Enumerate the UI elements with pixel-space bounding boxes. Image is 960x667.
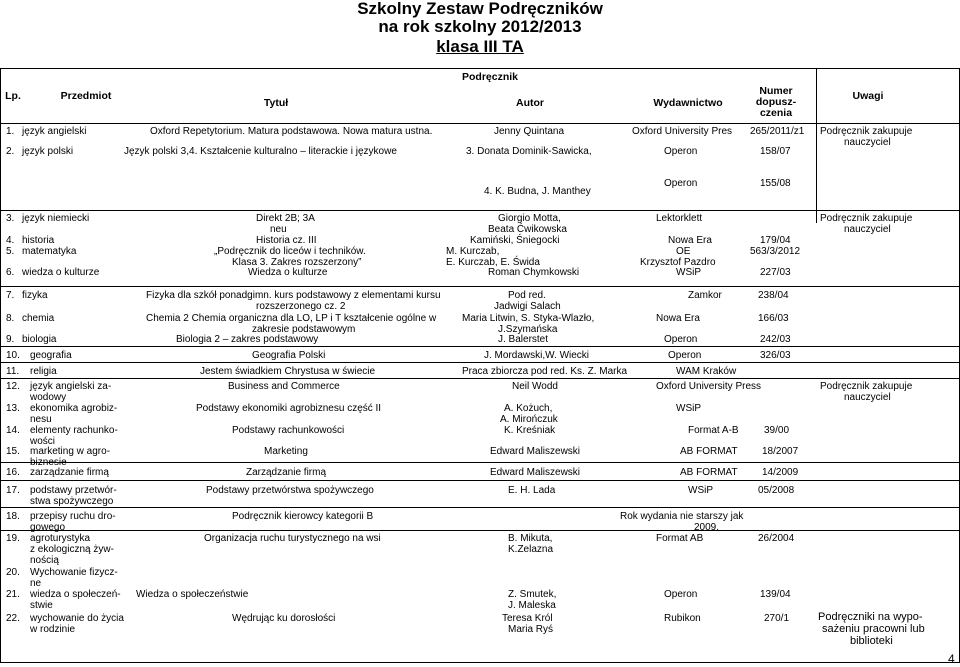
row-przedmiot: przepisy ruchu dro-: [30, 511, 116, 522]
header-autor: Autor: [516, 97, 544, 109]
row-lp: 8.: [6, 313, 15, 324]
rule: [0, 362, 960, 363]
row-lp: 13.: [6, 403, 20, 414]
row-wydawnictwo: Nowa Era: [668, 235, 712, 246]
row-przedmiot: nością: [30, 555, 59, 566]
rule: [0, 68, 1, 663]
row-przedmiot: ekonomika agrobiz-: [30, 403, 118, 414]
rule: [0, 662, 960, 663]
row-przedmiot: gowego: [30, 522, 66, 533]
row-lp: 19.: [6, 533, 20, 544]
row-wydawnictwo: Rok wydania nie starszy jak: [620, 511, 744, 522]
row-wydawnictwo: WSiP: [676, 267, 701, 278]
row-wydawnictwo: Operon: [664, 334, 698, 345]
row-autor: Kamiński, Śniegocki: [470, 235, 560, 246]
row-uwagi: nauczyciel: [844, 224, 891, 235]
row-autor: K. Kreśniak: [504, 425, 556, 436]
row-wydawnictwo: AB FORMAT: [680, 446, 738, 457]
row-tytul: Direkt 2B; 3A: [256, 213, 315, 224]
row-autor: Jenny Quintana: [494, 126, 565, 137]
row-numer: 270/1: [764, 613, 790, 624]
row-przedmiot: stwie: [30, 600, 53, 611]
row-wydawnictwo: Format A-B: [688, 425, 739, 436]
row-autor: A. Mirończuk: [500, 414, 558, 425]
rule: [0, 378, 960, 379]
row-przedmiot: wodowy: [30, 392, 67, 403]
row-przedmiot: podstawy przetwór-: [30, 485, 117, 496]
row-przedmiot: nesu: [30, 414, 52, 425]
row-autor: J.Szymańska: [498, 324, 558, 335]
row-przedmiot: agroturystyka: [30, 533, 91, 544]
row-tytul: Wiedza o kulturze: [248, 267, 328, 278]
row-autor: 4. K. Budna, J. Manthey: [484, 186, 591, 197]
row-tytul: Podręcznik kierowcy kategorii B: [232, 511, 374, 522]
row-numer: 155/08: [760, 178, 791, 189]
row-przedmiot: z ekologiczną żyw-: [30, 544, 114, 555]
row-tytul: Język polski 3,4. Kształcenie kulturalno – literackie i językowe: [124, 146, 397, 157]
row-numer: 14/2009: [762, 467, 799, 478]
row-lp: 22.: [6, 613, 20, 624]
row-autor: Edward Maliszewski: [490, 446, 581, 457]
row-numer: 238/04: [758, 290, 789, 301]
row-lp: 7.: [6, 290, 15, 301]
row-przedmiot: język angielski: [22, 126, 87, 137]
row-uwagi: Podręcznik zakupuje: [820, 213, 913, 224]
row-tytul: Oxford Repetytorium. Matura podstawowa. Nowa matura ustna.: [150, 126, 433, 137]
row-przedmiot: w rodzinie: [30, 624, 76, 635]
row-lp: 14.: [6, 425, 20, 436]
row-autor: Pod red.: [508, 290, 546, 301]
row-wydawnictwo: Oxford University Pres: [632, 126, 733, 137]
row-lp: 4.: [6, 235, 15, 246]
header-uwagi: Uwagi: [852, 90, 884, 102]
row-numer: 39/00: [764, 425, 790, 436]
row-tytul: Chemia 2 Chemia organiczna dla LO, LP i T kształcenie ogólne w: [146, 313, 437, 324]
row-autor: Beata Ćwikowska: [488, 224, 567, 235]
rule: [816, 68, 817, 223]
row-numer: 05/2008: [758, 485, 795, 496]
row-uwagi: nauczyciel: [844, 137, 891, 148]
row-autor: Teresa Król: [502, 613, 553, 624]
row-przedmiot: wiedza o kulturze: [22, 267, 100, 278]
row-tytul: Organizacja ruchu turystycznego na wsi: [204, 533, 381, 544]
row-lp: 10.: [6, 350, 20, 361]
row-przedmiot: język polski: [22, 146, 74, 157]
row-wydawnictwo: WSiP: [676, 403, 701, 414]
row-autor: Roman Chymkowski: [488, 267, 580, 278]
row-przedmiot: ne: [30, 578, 42, 589]
row-uwagi: Podręcznik zakupuje: [820, 126, 913, 137]
header-tytul: Tytuł: [263, 97, 289, 109]
row-wydawnictwo: Lektorklett: [656, 213, 703, 224]
row-autor: J. Maleska: [508, 600, 556, 611]
row-numer: 326/03: [760, 350, 791, 361]
row-przedmiot: biznesie: [30, 457, 67, 468]
row-lp: 18.: [6, 511, 20, 522]
row-numer: 179/04: [760, 235, 791, 246]
row-wydawnictwo: Nowa Era: [656, 313, 700, 324]
doc-class: klasa III TA: [436, 37, 524, 56]
row-wydawnictwo: Format AB: [656, 533, 704, 544]
row-przedmiot: język angielski za-: [30, 381, 112, 392]
row-wydawnictwo: Zamkor: [688, 290, 722, 301]
row-wydawnictwo: Krzysztof Pazdro: [640, 257, 716, 268]
row-tytul: Jestem świadkiem Chrystusa w świecie: [200, 366, 376, 377]
row-lp: 2.: [6, 146, 15, 157]
rule: [0, 346, 960, 347]
row-wydawnictwo: AB FORMAT: [680, 467, 738, 478]
row-tytul: Podstawy przetwórstwa spożywczego: [206, 485, 374, 496]
row-autor: M. Kurczab,: [446, 246, 500, 257]
header-wydawnictwo: Wydawnictwo: [653, 97, 723, 109]
row-lp: 15.: [6, 446, 20, 457]
row-numer: 563/3/2012: [750, 246, 801, 257]
row-wydawnictwo: WSiP: [688, 485, 713, 496]
row-lp: 1.: [6, 126, 15, 137]
row-przedmiot: Wychowanie fizycz-: [30, 567, 118, 578]
row-tytul: Zarządzanie firmą: [246, 467, 327, 478]
row-numer: 242/03: [760, 334, 791, 345]
row-autor: Edward Maliszewski: [490, 467, 581, 478]
row-lp: 17.: [6, 485, 20, 496]
row-lp: 5.: [6, 246, 15, 257]
row-przedmiot: religia: [30, 366, 57, 377]
row-tytul: Biologia 2 – zakres podstawowy: [176, 334, 319, 345]
rule: [0, 530, 960, 531]
row-autor: J. Mordawski,W. Wiecki: [484, 350, 590, 361]
doc-title: Szkolny Zestaw Podręczników: [357, 0, 603, 18]
row-numer: 18/2007: [762, 446, 799, 457]
row-lp: 11.: [6, 366, 20, 377]
row-tytul: Klasa 3. Zakres rozszerzony”: [232, 257, 362, 268]
row-autor: J. Balerstet: [498, 334, 549, 345]
row-przedmiot: wości: [30, 436, 56, 447]
row-przedmiot: wychowanie do życia: [30, 613, 124, 624]
row-numer: 26/2004: [758, 533, 795, 544]
row-autor: Maria Ryś: [508, 624, 554, 635]
row-autor: Neil Wodd: [512, 381, 558, 392]
row-wydawnictwo: Operon: [668, 350, 702, 361]
row-lp: 12.: [6, 381, 20, 392]
row-uwagi: Podręcznik zakupuje: [820, 381, 913, 392]
rule: [0, 462, 960, 463]
row-numer: 139/04: [760, 589, 791, 600]
row-numer: 158/07: [760, 146, 791, 157]
row-uwagi: biblioteki: [850, 635, 893, 647]
header-podrecznik: Podręcznik: [461, 71, 519, 83]
row-autor: 3. Donata Dominik-Sawicka,: [466, 146, 592, 157]
row-uwagi: nauczyciel: [844, 392, 891, 403]
row-wydawnictwo: 2009.: [694, 522, 720, 533]
row-tytul: Wiedza o społeczeństwie: [136, 589, 249, 600]
row-lp: 16.: [6, 467, 20, 478]
rule: [0, 480, 960, 481]
row-autor: B. Mikuta,: [508, 533, 553, 544]
row-wydawnictwo: OE: [676, 246, 691, 257]
row-tytul: „Podręcznik do liceów i techników.: [214, 246, 366, 257]
row-wydawnictwo: Operon: [664, 589, 698, 600]
row-przedmiot: matematyka: [22, 246, 77, 257]
row-lp: 20.: [6, 567, 20, 578]
row-autor: K.Zelazna: [508, 544, 554, 555]
row-przedmiot: zarządzanie firmą: [30, 467, 109, 478]
header-przedmiot: Przedmiot: [60, 90, 112, 102]
row-przedmiot: fizyka: [22, 290, 48, 301]
row-przedmiot: elementy rachunko-: [30, 425, 118, 436]
page-number: 4: [948, 652, 955, 666]
row-tytul: Geografia Polski: [252, 350, 326, 361]
row-przedmiot: biologia: [22, 334, 57, 345]
row-autor: Giorgio Motta,: [498, 213, 561, 224]
rule: [0, 286, 960, 287]
row-uwagi: Podręczniki na wypo-: [818, 611, 923, 623]
row-numer: 227/03: [760, 267, 791, 278]
row-tytul: Business and Commerce: [228, 381, 340, 392]
row-lp: 21.: [6, 589, 20, 600]
row-przedmiot: wiedza o społeczeń-: [30, 589, 121, 600]
row-przedmiot: marketing w agro-: [30, 446, 111, 457]
row-autor: Praca zbiorcza pod red. Ks. Z. Marka: [462, 366, 628, 377]
row-tytul: rozszerzonego cz. 2: [256, 301, 346, 312]
doc-subtitle: na rok szkolny 2012/2013: [378, 17, 582, 36]
row-tytul: Historia cz. III: [256, 235, 317, 246]
row-autor: Z. Smutek,: [508, 589, 557, 600]
row-autor: E. Kurczab, E. Świda: [446, 257, 540, 268]
row-autor: Jadwigi Salach: [494, 301, 561, 312]
row-przedmiot: język niemiecki: [22, 213, 90, 224]
header-lp: Lp.: [5, 90, 21, 102]
row-przedmiot: chemia: [22, 313, 55, 324]
header-numer: Numer dopusz- czenia: [755, 85, 797, 119]
rule: [0, 507, 960, 508]
row-tytul: Marketing: [264, 446, 308, 457]
row-wydawnictwo: Oxford University Press: [656, 381, 762, 392]
row-wydawnictwo: Operon: [664, 178, 698, 189]
row-tytul: Wędrując ku dorosłości: [232, 613, 336, 624]
row-uwagi: sażeniu pracowni lub: [822, 623, 925, 635]
row-przedmiot: geografia: [30, 350, 72, 361]
row-wydawnictwo: Operon: [664, 146, 698, 157]
row-tytul: neu: [270, 224, 287, 235]
row-numer: 265/2011/z1: [750, 126, 805, 137]
row-tytul: zakresie podstawowym: [252, 324, 356, 335]
row-tytul: Podstawy ekonomiki agrobiznesu część II: [196, 403, 382, 414]
row-lp: 3.: [6, 213, 15, 224]
row-autor: Maria Litwin, S. Styka-Wlazło,: [462, 313, 595, 324]
row-wydawnictwo: WAM Kraków: [676, 366, 737, 377]
row-przedmiot: historia: [22, 235, 55, 246]
row-tytul: Fizyka dla szkół ponadgimn. kurs podstawowy z elementami kursu: [146, 290, 441, 301]
row-wydawnictwo: Rubikon: [664, 613, 701, 624]
row-tytul: Podstawy rachunkowości: [232, 425, 345, 436]
row-autor: E. H. Lada: [508, 485, 556, 496]
row-numer: 166/03: [758, 313, 789, 324]
row-autor: A. Kożuch,: [504, 403, 553, 414]
row-przedmiot: stwa spożywczego: [30, 496, 114, 507]
row-lp: 9.: [6, 334, 15, 345]
row-lp: 6.: [6, 267, 15, 278]
